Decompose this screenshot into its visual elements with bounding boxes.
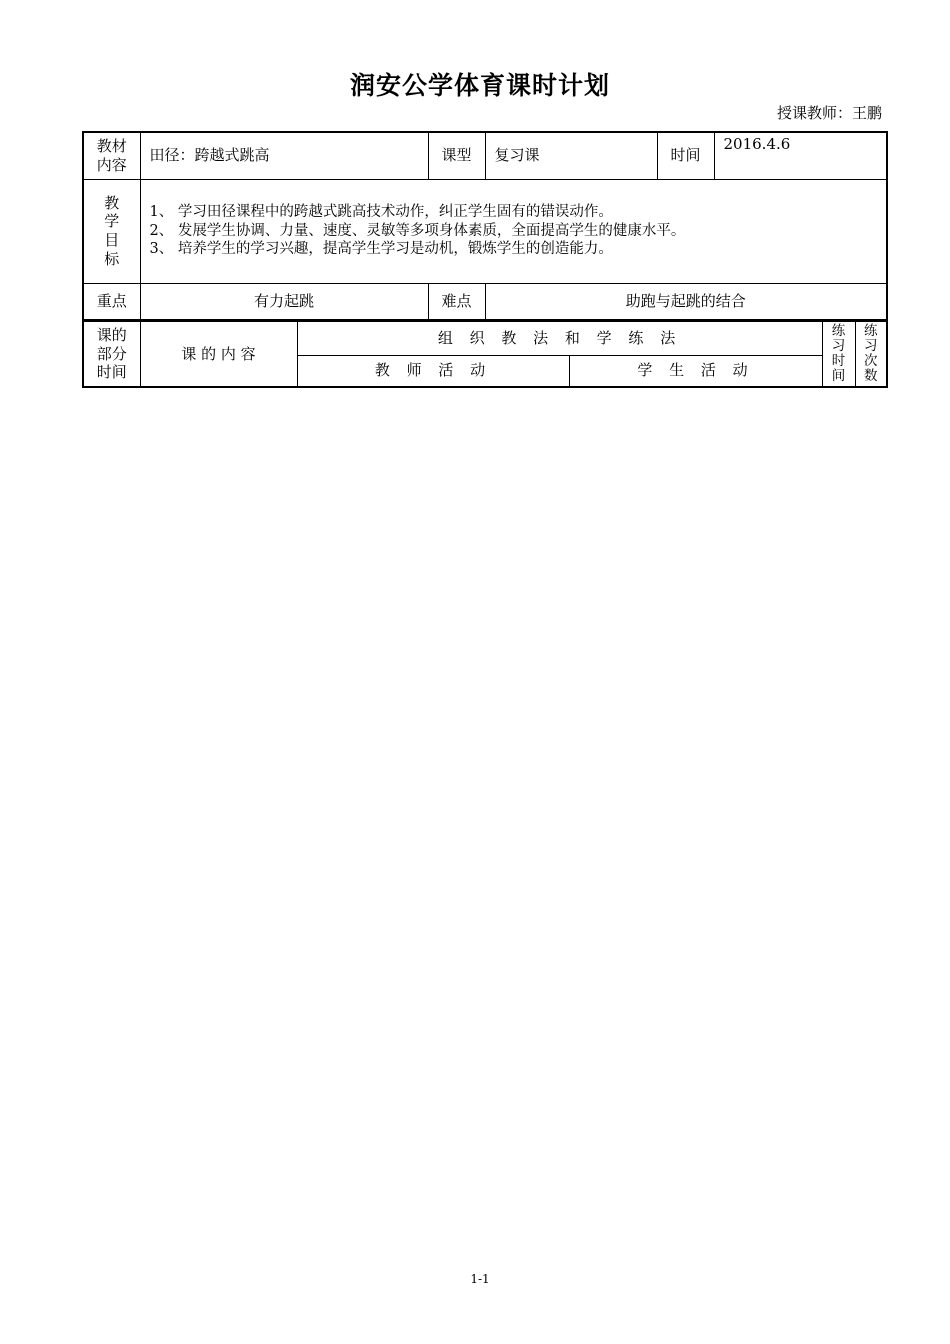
organization-header: 组 织 教 法 和 学 练 法 [297,321,822,355]
material-label: 教材 内容 [83,132,140,179]
objectives-label: 教 学 目 标 [83,179,140,283]
practice-time-header: 练 习 时 间 [822,321,855,387]
type-label: 课型 [428,132,485,179]
objectives-list [140,179,887,283]
practice-count-header: 练 习 次 数 [855,321,887,387]
difficult-point-label: 难点 [428,283,485,320]
lesson-plan-header-table [82,320,888,388]
time-value: 2016.4.6 [714,132,887,179]
page-title: 润安公学体育课时计划 [349,71,610,100]
objective-item: 3、 培养学生的学习兴趣，提高学生学习是动机，锻炼学生的创造能力。 [149,241,613,258]
material-value: 田径：跨越式跳高 [140,132,428,179]
objective-item: 2、 发展学生协调、力量、速度、灵敏等多项身体素质，全面提高学生的健康水平。 [149,222,686,239]
page-number: 1-1 [470,1272,490,1286]
key-point-value: 有力起跳 [140,283,428,320]
difficult-point-value: 助跑与起跳的结合 [485,283,887,320]
key-point-label: 重点 [83,283,140,320]
lesson-info-table [82,131,888,321]
objective-item: 1、 学习田径课程中的跨越式跳高技术动作，纠正学生固有的错误动作。 [149,203,613,220]
section-time-header: 课的 部分 时间 [83,321,140,387]
type-value: 复习课 [485,132,657,179]
teacher-activity-header: 教 师 活 动 [297,355,569,387]
teacher-name: 授课教师：王鹏 [776,104,882,122]
student-activity-header: 学 生 活 动 [569,355,822,387]
time-label: 时间 [657,132,714,179]
content-header: 课 的 内 容 [140,321,297,387]
